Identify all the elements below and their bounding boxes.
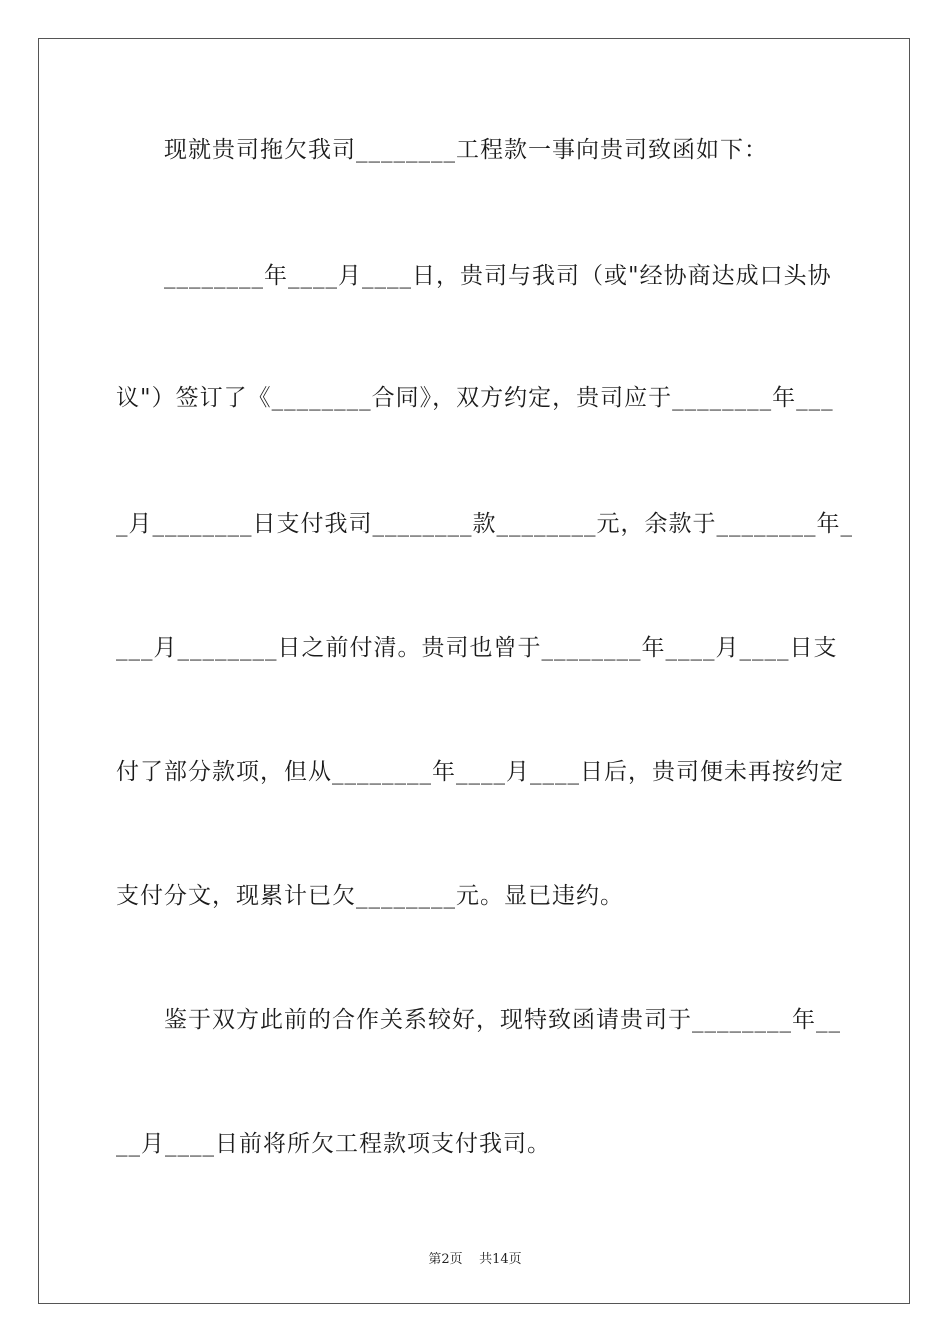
paragraph-line-9: __月____日前将所欠工程款项支付我司。 xyxy=(116,1131,551,1157)
paragraph-line-1: 现就贵司拖欠我司________工程款一事向贵司致函如下： xyxy=(164,137,768,163)
paragraph-line-2: ________年____月____日，贵司与我司（或"经协商达成口头协 xyxy=(164,263,832,289)
paragraph-line-5: ___月________日之前付清。贵司也曾于________年____月____日支 xyxy=(116,635,838,661)
paragraph-line-8: 鉴于双方此前的合作关系较好，现特致函请贵司于________年__ xyxy=(164,1007,841,1033)
paragraph-line-7: 支付分文，现累计已欠________元。显已违约。 xyxy=(116,883,624,909)
paragraph-line-3: 议"）签订了《________合同》，双方约定，贵司应于________年___ xyxy=(116,385,834,411)
paragraph-line-6: 付了部分款项，但从________年____月____日后，贵司便未再按约定 xyxy=(116,759,844,785)
page-indicator: 第2页 共14页 xyxy=(428,1252,522,1267)
page-border xyxy=(38,38,910,1304)
paragraph-line-4: _月________日支付我司________款________元，余款于________年_ xyxy=(116,511,853,537)
